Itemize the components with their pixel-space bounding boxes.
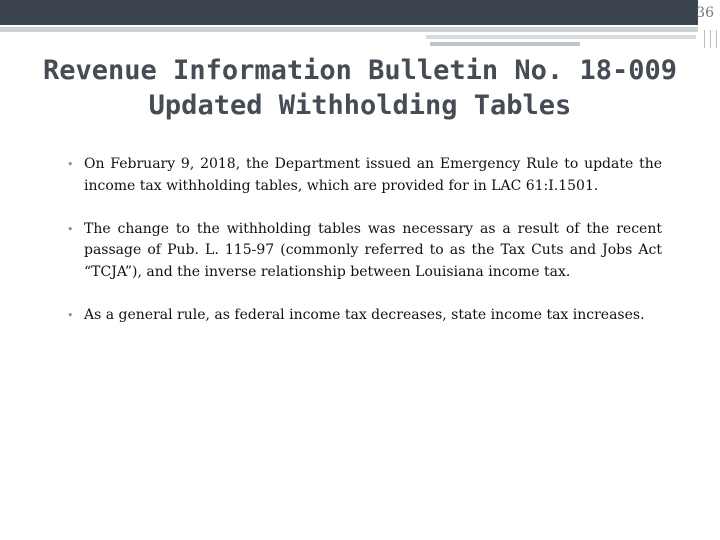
bullet-text: On February 9, 2018, the Department issued an Emergency Rule to update the income tax withholding tables, which are provided for in LAC 61:I.1501.	[84, 156, 662, 194]
bullet-text: As a general rule, as federal income tax decreases, state income tax increases.	[84, 306, 645, 323]
decorative-stripe	[430, 42, 580, 46]
page-number: 36	[696, 5, 714, 21]
bullet-icon: •	[67, 158, 74, 171]
bullet-list	[60, 154, 662, 348]
bullet-item	[60, 219, 662, 284]
decorative-stripe	[426, 35, 696, 39]
bullet-icon: •	[67, 308, 74, 322]
bullet-text: The change to the withholding tables was necessary as a result of the recent passage of Pub. L. 115-97 (commonly referred to as the Tax Cuts and Jobs Act “TCJA”), and the inverse relationship between Louisiana income tax.	[84, 220, 662, 280]
bullet-item	[60, 305, 662, 327]
decorative-rule	[716, 30, 717, 48]
title-line: Revenue Information Bulletin No. 18-009	[43, 55, 677, 86]
bullet-item	[60, 154, 662, 197]
decorative-stripe	[0, 27, 698, 32]
decorative-rule	[710, 30, 711, 48]
title-line: Updated Withholding Tables	[148, 90, 572, 121]
bullet-icon: •	[67, 222, 74, 236]
decorative-rule	[704, 30, 705, 48]
header-bar	[0, 0, 698, 25]
slide-title	[40, 53, 680, 123]
